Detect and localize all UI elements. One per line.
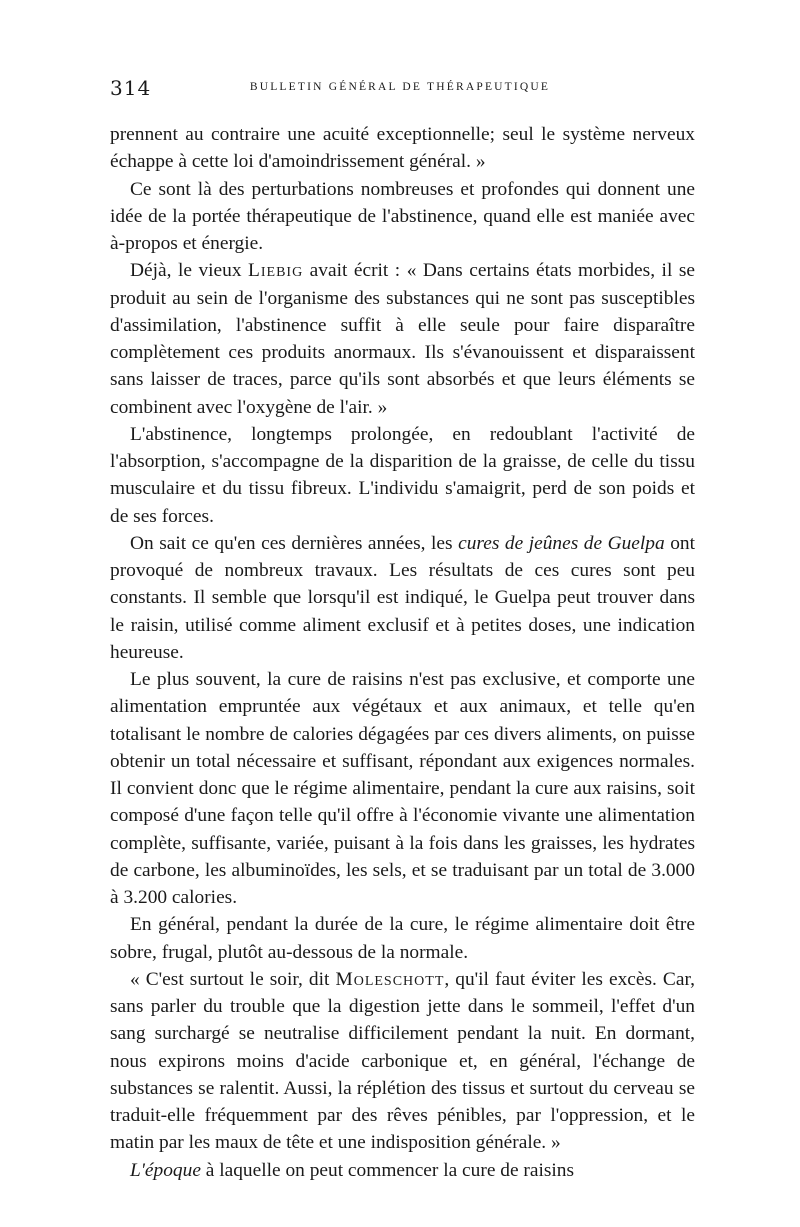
paragraph-9 — [110, 1157, 695, 1184]
paragraph-8-text-b: , qu'il faut éviter les excès. Car, sans parler du trouble que la digestion jette dans le sommeil, l'effet d'un sang surchargé se neutralise difficilement pendant la nuit. En dormant, nous expirons moins d'acide carbonique et, en général, l'échange de substances se ralentit. Aussi, la réplétion des tissus et surtout du cerveau se traduit-elle fréquemment par des rêves pénibles, par l'oppression, et le matin par les maux de tête et une indisposition générale. » — [110, 968, 695, 1154]
body-text — [110, 121, 695, 1184]
author-name-moleschott: Moleschott — [335, 968, 445, 990]
paragraph-5-text-b: ont provoqué de nombreux travaux. Les résultats de ces cures sont peu constants. Il semble que lorsqu'il est indiqué, le Guelpa peut trouver dans le raisin, utilisé comme aliment exclusif et à petites doses, une indication heureuse. — [110, 532, 695, 663]
paragraph-6: Le plus souvent, la cure de raisins n'est pas exclusive, et comporte une alimentation empruntée aux végétaux et aux animaux, et telle qu'en totalisant le nombre de calories dégagées par ces divers aliments, on puisse obtenir un total nécessaire et suffisant, répondant aux exigences normales. Il convient donc que le régime alimentaire, pendant la cure aux raisins, soit composé d'une façon telle qu'il offre à l'économie vivante une alimentation complète, suffisante, variée, puisant à la fois dans les graisses, les hydrates de carbone, les albuminoïdes, les sels, et se traduisant par un total de 3.000 à 3.200 calories. — [110, 669, 695, 908]
paragraph-3-text-b: avait écrit : « Dans certains états morbides, il se produit au sein de l'organisme des substances qui ne sont pas susceptibles d'assimilation, l'abstinence suffit à elle seule pour faire disparaître complètement ces produits anormaux. Ils s'évanouissent et disparaissent sans laisser de traces, parce qu'ils sont absorbés et que leurs éléments se combinent avec l'oxygène de l'air. » — [110, 260, 695, 418]
paragraph-5 — [110, 530, 695, 666]
paragraph-7: En général, pendant la durée de la cure, le régime alimentaire doit être sobre, frugal, plutôt au-dessous de la normale. — [110, 914, 695, 963]
paragraph-8-text-a: « C'est surtout le soir, dit — [130, 968, 336, 990]
paragraph-8 — [110, 966, 695, 1157]
author-name-liebig: Liebig — [248, 260, 304, 282]
running-title: BULLETIN GÉNÉRAL DE THÉRAPEUTIQUE — [249, 81, 551, 93]
italic-l-epoque: L'époque — [130, 1159, 201, 1181]
page-number: 314 — [110, 76, 152, 100]
page-header — [110, 76, 690, 100]
italic-cures-de-jeunes: cures de jeûnes de Guelpa — [458, 532, 665, 554]
paragraph-4: L'abstinence, longtemps prolongée, en redoublant l'activité de l'absorption, s'accompagne de la disparition de la graisse, de celle du tissu musculaire et du tissu fibreux. L'individu s'amaigrit, perd de son poids et de ses forces. — [110, 423, 695, 527]
paragraph-5-text-a: On sait ce qu'en ces dernières années, les — [130, 532, 459, 554]
paragraph-2: Ce sont là des perturbations nombreuses et profondes qui donnent une idée de la portée thérapeutique de l'abstinence, quand elle est maniée avec à-propos et énergie. — [110, 178, 695, 254]
paragraph-3 — [110, 257, 695, 421]
paragraph-3-text-a: Déjà, le vieux — [130, 260, 249, 282]
paragraph-1: prennent au contraire une acuité exceptionnelle; seul le système nerveux échappe à cette loi d'amoindrissement général. » — [110, 124, 695, 173]
paragraph-9-text-b: à laquelle on peut commencer la cure de raisins — [200, 1159, 575, 1181]
